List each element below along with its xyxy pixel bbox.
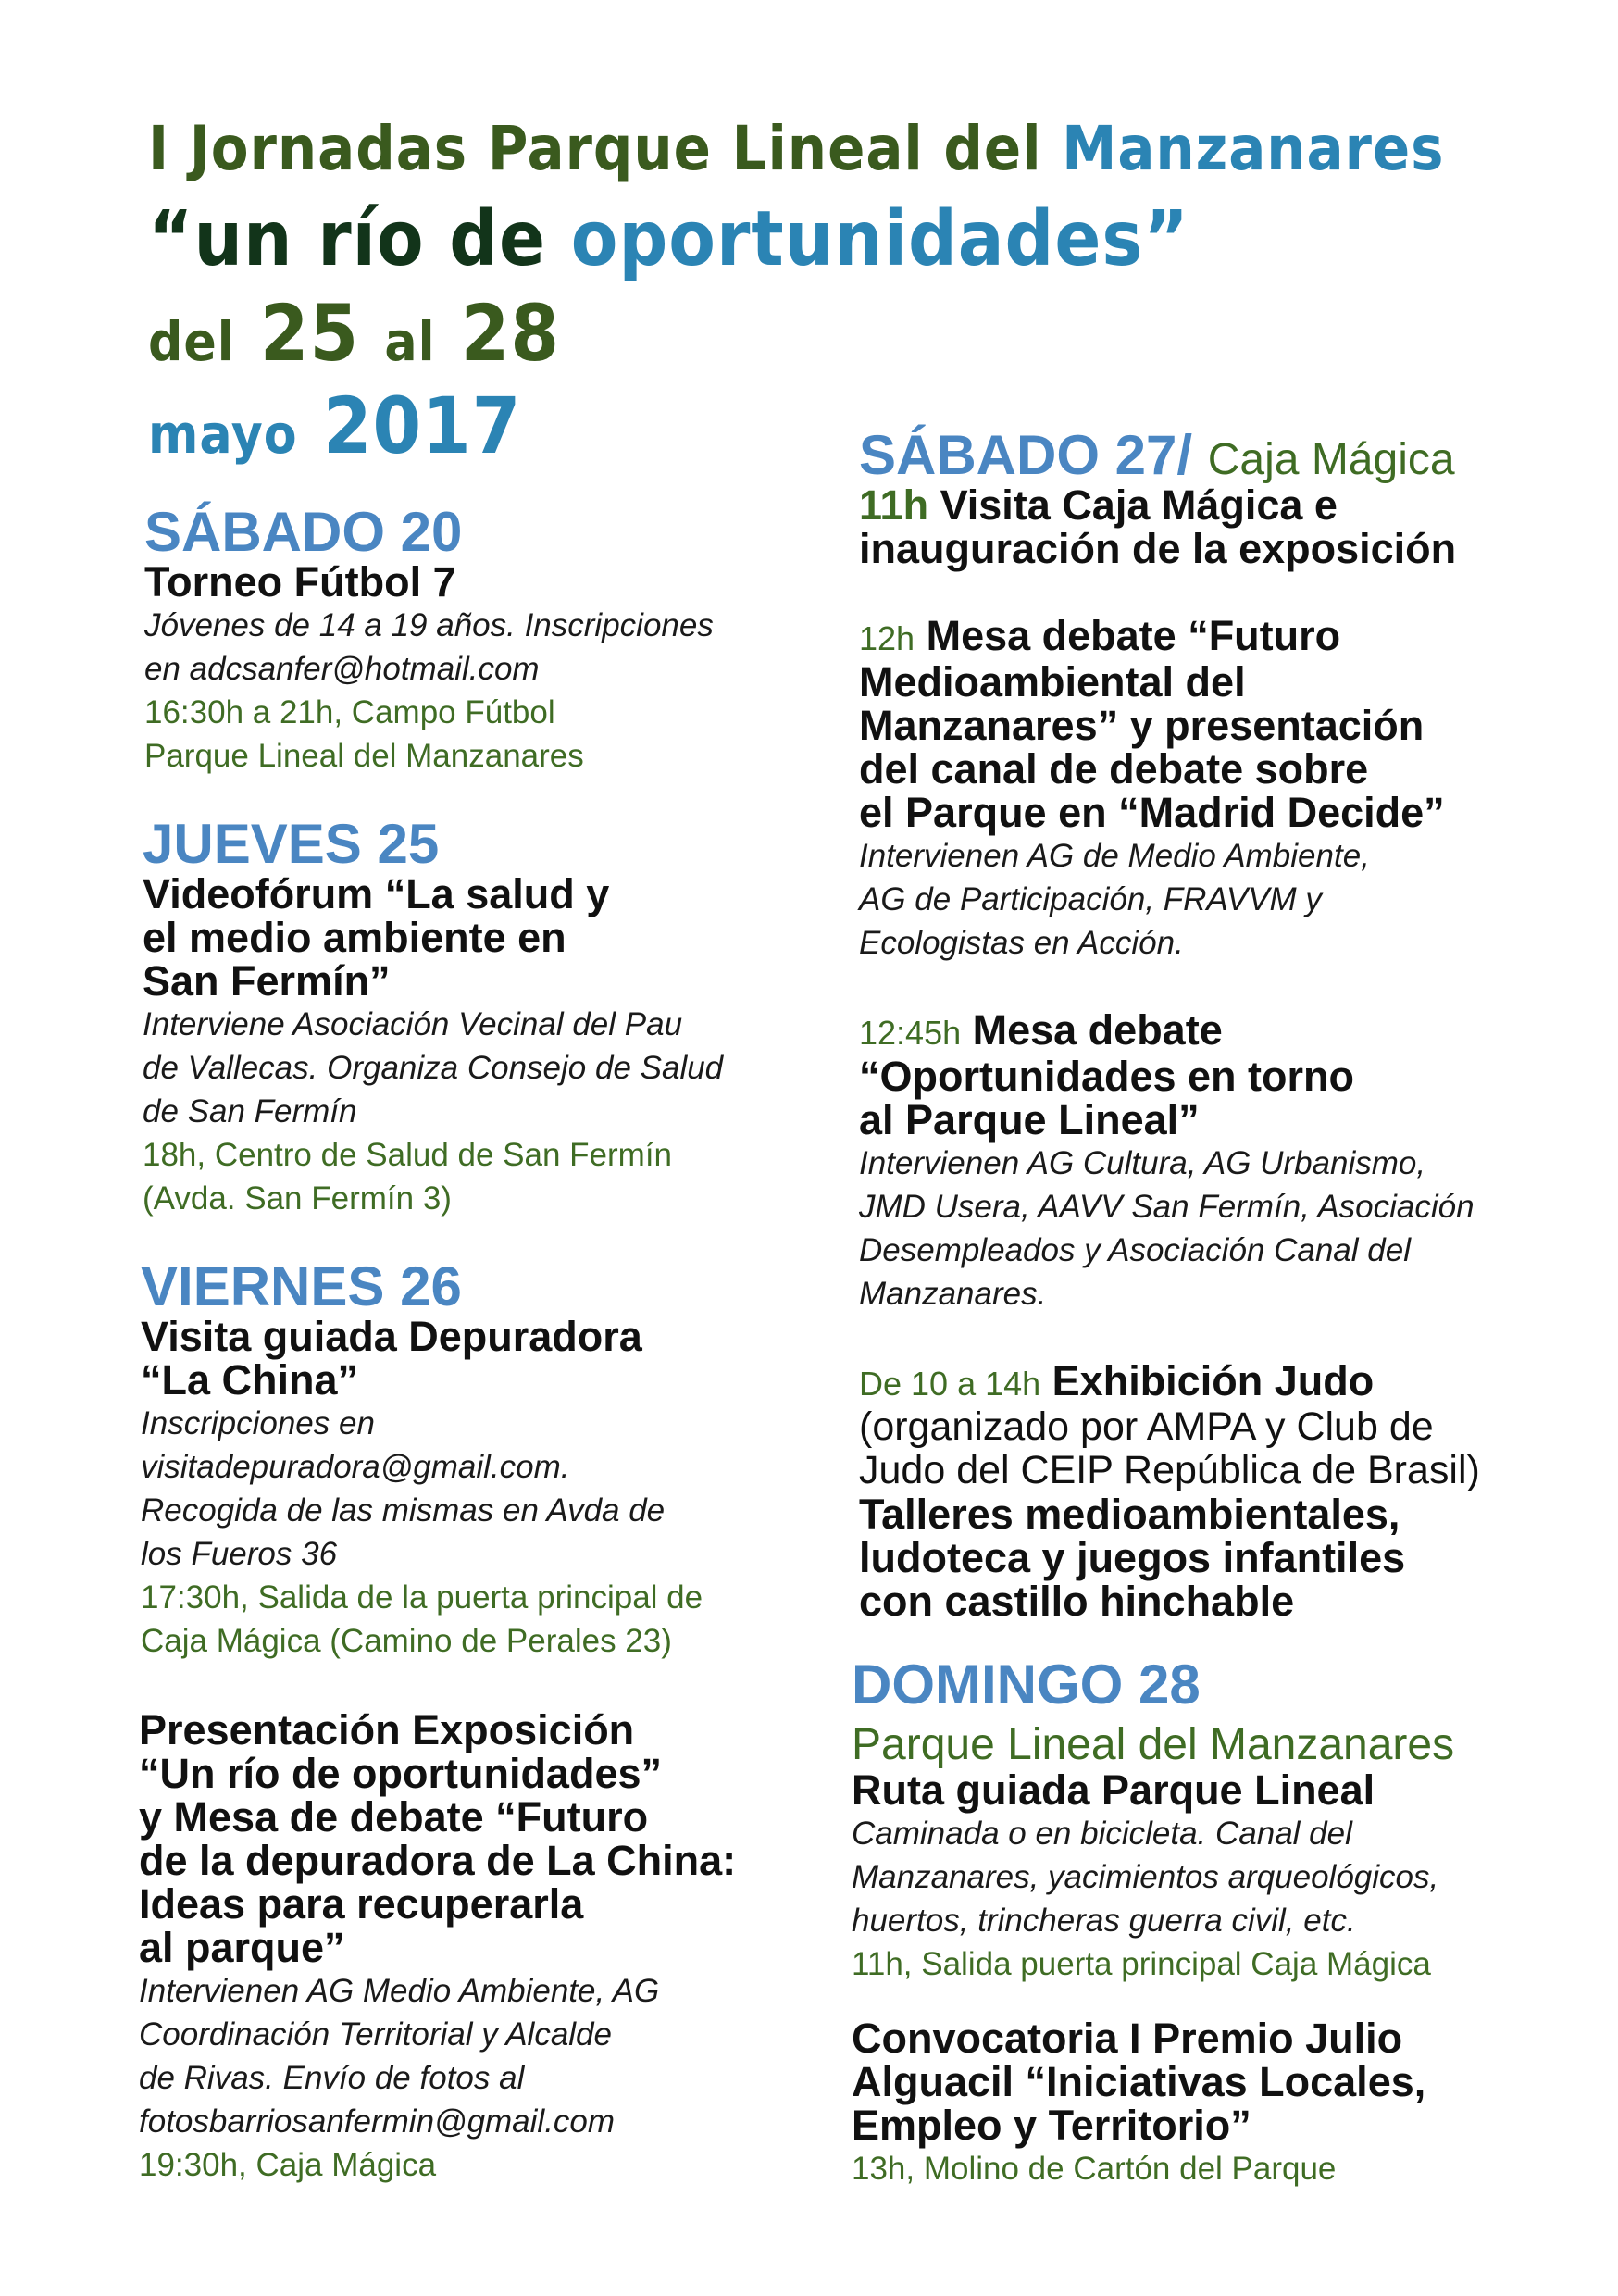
header-dates-end: 28 (460, 288, 560, 379)
header-month: mayo (148, 403, 298, 466)
header-subtitle-part: “un río de (148, 195, 547, 283)
day-heading: VIERNES 26 (141, 1255, 462, 1317)
event-desc-line: los Fueros 36 (141, 1536, 338, 1572)
event-desc-line: AG de Participación, FRAVVM y (859, 881, 1322, 917)
event-note-line: Judo del CEIP República de Brasil) (859, 1448, 1480, 1492)
event-desc-line: Manzanares, yacimientos arqueológicos, (852, 1859, 1439, 1895)
event-location-line: Caja Mágica (Camino de Perales 23) (141, 1623, 672, 1659)
event-title-text: Visita Caja Mágica e (928, 481, 1338, 529)
header-dates-start: 25 (259, 288, 360, 379)
event-title-line: el medio ambiente en (143, 914, 566, 961)
event-title-line: al parque” (139, 1924, 345, 1971)
event-title-line: “La China” (141, 1356, 359, 1404)
event-location-line: 13h, Molino de Cartón del Parque (852, 2151, 1337, 2187)
header-year: 2017 (322, 381, 522, 471)
section-jueves-25 (143, 813, 883, 1220)
section-viernes-26 (141, 1255, 881, 1663)
section-premio (852, 2016, 1574, 2190)
day-heading: JUEVES 25 (143, 813, 440, 875)
day-heading-place: Caja Mágica (1207, 435, 1455, 484)
event-desc-line: fotosbarriosanfermin@gmail.com (139, 2103, 616, 2140)
day-heading (859, 424, 1581, 486)
section-sabado-27 (859, 424, 1581, 1625)
event-desc-line: JMD Usera, AAVV San Fermín, Asociación (859, 1189, 1475, 1225)
event-location-line: Parque Lineal del Manzanares (144, 738, 584, 774)
header-title-highlight: Manzanares (1062, 113, 1445, 184)
event-title-line: Medioambiental del (859, 658, 1246, 705)
event-location-line: (Avda. San Fermín 3) (143, 1180, 452, 1217)
event-title-line: Convocatoria I Premio Julio (852, 2015, 1403, 2062)
event-title-line: San Fermín” (143, 957, 391, 1004)
event-title-line: Visita guiada Depuradora (141, 1313, 642, 1360)
event-desc-line: Desempleados y Asociación Canal del (859, 1232, 1411, 1268)
header-subtitle-highlight: oportunidades” (570, 195, 1189, 283)
event-location-line: 19:30h, Caja Mágica (139, 2147, 437, 2183)
event-title-line: Ideas para recuperarla (139, 1880, 584, 1928)
event-desc-line: Intervienen AG Medio Ambiente, AG (139, 1973, 660, 2009)
event-desc-line: Jóvenes de 14 a 19 años. Inscripciones (144, 607, 714, 643)
event-title-text: Exhibición Judo (1040, 1357, 1375, 1404)
event-time: 12:45h (859, 1014, 962, 1052)
event-title-line: inauguración de la exposición (859, 525, 1457, 572)
event-desc-line: Coordinación Territorial y Alcalde (139, 2016, 612, 2053)
event-title-line: Empleo y Territorio” (852, 2102, 1251, 2149)
event-title-line: Manzanares” y presentación (859, 702, 1425, 749)
event-title-line: y Mesa de debate “Futuro (139, 1793, 649, 1841)
event-location-line: 11h, Salida puerta principal Caja Mágica (852, 1946, 1431, 1982)
event-title-line (859, 483, 1581, 527)
event-desc-line: Interviene Asociación Vecinal del Pau (143, 1006, 683, 1042)
event-title-line: Talleres medioambientales, (859, 1491, 1400, 1538)
event-title-text: Mesa debate (961, 1006, 1223, 1054)
event-location-line: 17:30h, Salida de la puerta principal de (141, 1579, 703, 1616)
header-dates-al: al (384, 310, 436, 373)
event-title-line: de la depuradora de La China: (139, 1837, 737, 1884)
event-title-line: Alguacil “Iniciativas Locales, (852, 2058, 1426, 2105)
event-title-line: del canal de debate sobre (859, 745, 1369, 792)
event-time: De 10 a 14h (859, 1365, 1041, 1403)
event-desc-line: huertos, trincheras guerra civil, etc. (852, 1903, 1356, 1939)
header-dates-del: del (148, 310, 235, 373)
event-title: Torneo Fútbol 7 (144, 558, 456, 605)
event-desc-line: Recogida de las mismas en Avda de (141, 1492, 666, 1529)
event-title-line: con castillo hinchable (859, 1578, 1295, 1625)
event-desc-line: visitadepuradora@gmail.com. (141, 1449, 570, 1485)
header-month-year (148, 381, 522, 471)
event-title-line: Presentación Exposición (139, 1706, 635, 1753)
header-title-part: I Jornadas Parque Lineal del (148, 113, 1042, 184)
event-desc-line: de San Fermín (143, 1093, 357, 1129)
section-domingo-28 (852, 1653, 1574, 1986)
event-desc-line: Intervienen AG de Medio Ambiente, (859, 838, 1370, 874)
event-title-text: Mesa debate “Futuro (915, 612, 1341, 659)
event-desc-line: en adcsanfer@hotmail.com (144, 651, 540, 687)
event-desc-line: Ecologistas en Acción. (859, 925, 1184, 961)
event-location-line: 16:30h a 21h, Campo Fútbol (144, 694, 555, 730)
event-desc-line: Caminada o en bicicleta. Canal del (852, 1816, 1352, 1852)
event-title-line: “Un río de oportunidades” (139, 1750, 663, 1797)
event-title-line: Videofórum “La salud y (143, 870, 610, 917)
header-line-2 (148, 195, 1189, 283)
header-line-1 (148, 113, 1445, 184)
event-title-line: el Parque en “Madrid Decide” (859, 789, 1445, 836)
event-title-line: “Oportunidades en torno (859, 1053, 1354, 1100)
event-desc-line: Manzanares. (859, 1276, 1047, 1312)
day-heading: DOMINGO 28 (852, 1653, 1201, 1716)
header-dates (148, 288, 560, 379)
event-desc-line: Intervienen AG Cultura, AG Urbanismo, (859, 1145, 1426, 1181)
day-heading: SÁBADO 20 (144, 501, 463, 563)
event-note-line: (organizado por AMPA y Club de (859, 1404, 1434, 1449)
event-title-line: al Parque Lineal” (859, 1096, 1200, 1143)
day-heading-label: SÁBADO 27/ (859, 424, 1193, 486)
section-sabado-20 (144, 501, 885, 778)
event-desc-line: de Vallecas. Organiza Consejo de Salud (143, 1050, 724, 1086)
section-exposicion (139, 1708, 879, 2187)
event-title-line (859, 1359, 1581, 1405)
event-title: Ruta guiada Parque Lineal (852, 1766, 1375, 1814)
event-title-line (859, 614, 1581, 660)
event-location-line: 18h, Centro de Salud de San Fermín (143, 1137, 673, 1173)
day-place-text: Parque Lineal del Manzanares (852, 1720, 1455, 1769)
event-desc-line: de Rivas. Envío de fotos al (139, 2060, 525, 2096)
day-place (852, 1713, 1574, 1768)
event-time: 11h (859, 481, 929, 529)
event-desc-line: Inscripciones en (141, 1405, 375, 1441)
event-title-line (859, 1008, 1581, 1054)
event-time: 12h (859, 619, 915, 657)
event-title-line: ludoteca y juegos infantiles (859, 1534, 1406, 1581)
